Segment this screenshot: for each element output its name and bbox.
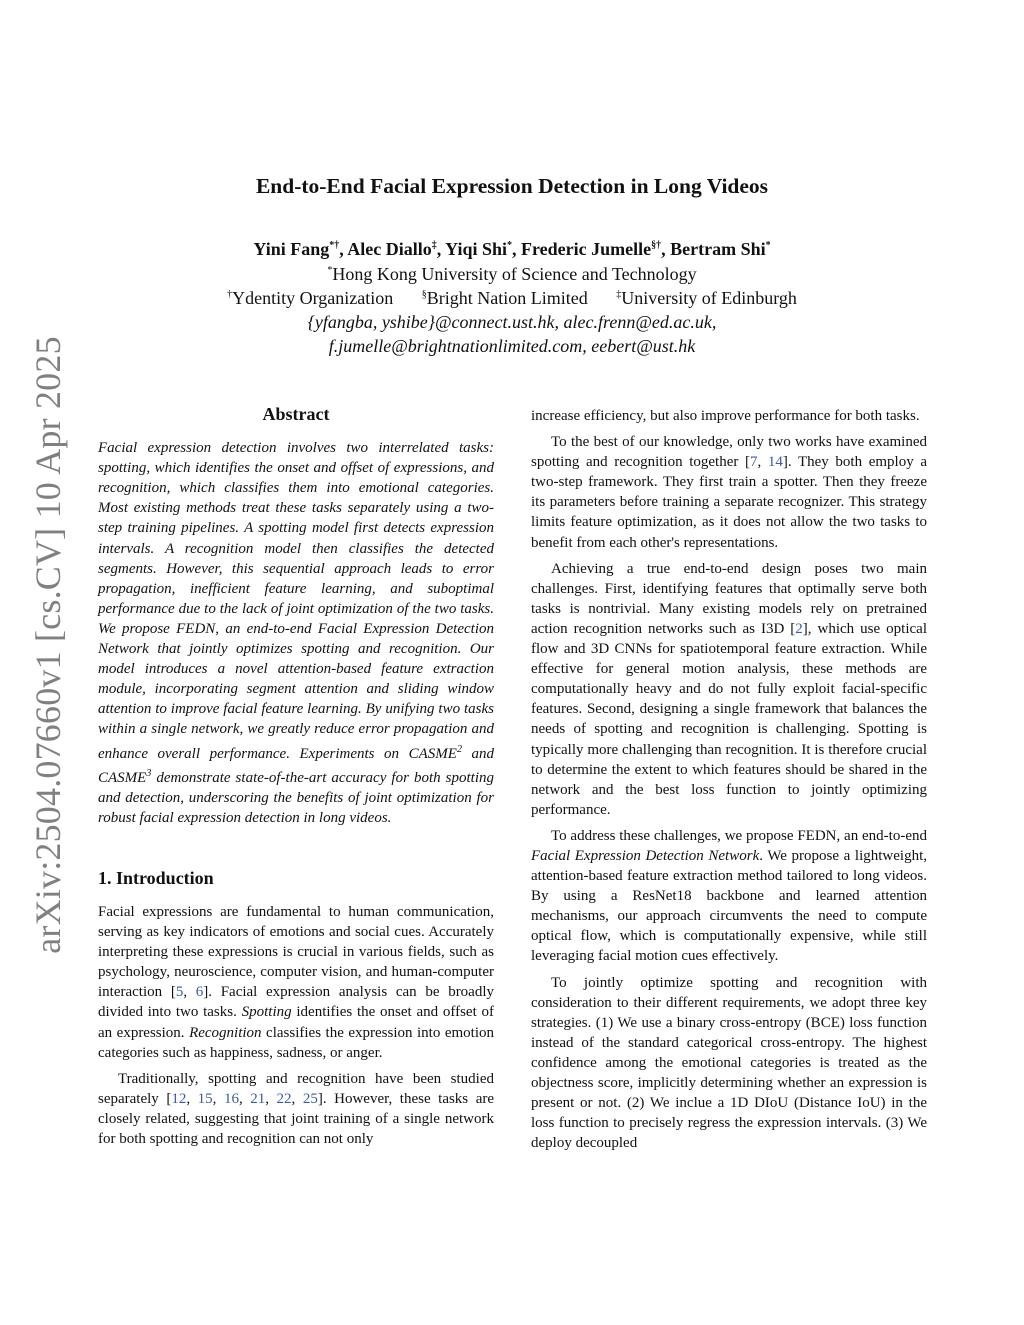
citation-link[interactable]: 15 (197, 1090, 213, 1107)
affiliation-bright: Bright Nation Limited (426, 288, 588, 308)
affiliation-mark: § (421, 289, 427, 300)
text-run: ], which use optical flow and 3D CNNs for spatiotemporal feature extraction. While effective for general motion analysis, these methods are computationally heavy and do not fully exploit facial-specific features. Second, designing a single framework that balances the needs of spotting and recognition is challenging. Spotting is typically more challenging than recognition. It is therefore crucial to determine the extent to which features should be shared in the network and the best loss function to jointly optimizing performance. (531, 620, 927, 818)
citation-link[interactable]: 6 (195, 984, 204, 1001)
email-line-2: f.jumelle@brightnationlimited.com, eebert@ust.hk (328, 336, 696, 356)
abstract-part: Facial expression detection involves two interrelated tasks: spotting, which identifies the onset and offset of expressions, and recognition, which classifies them into emotional categories. Most existing methods treat these tasks separately using a two-step training pipelines. A spotting model first detects expression intervals. A recognition model then classifies the detected segments. However, this sequential approach leads to error propagation, inefficient feature learning, and suboptimal performance due to the lack of joint optimization of the two tasks. We propose FEDN, an end-to-end Facial Expression Detection Network that jointly optimizes spotting and recognition. Our model introduces a novel attention-based feature extraction module, incorporating segment attention and sliding window attention to improve facial feature learning. By unifying two tasks within a single network, we greatly reduce error propagation and enhance overall performance. Experiments on CASME (98, 440, 494, 762)
left-column (98, 404, 494, 1155)
text-run: Traditionally, spotting and recognition have been studied separately [ (98, 1070, 494, 1107)
emphasis: Spotting (241, 1004, 292, 1021)
text-run: identifies the onset and offset of an expression. (98, 1004, 495, 1041)
citation-link[interactable]: 7 (749, 454, 758, 471)
body-paragraph (531, 559, 927, 820)
abstract-part: and CASME (98, 745, 494, 786)
text-run: Achieving a true end-to-end design poses two main challenges. First, identifying features that optimally serve both tasks is nontrivial. Many existing models rely on pretrained action recognition networks such as I3D [ (531, 560, 927, 637)
intro-paragraph (98, 902, 494, 1063)
author-name: Bertram Shi (670, 239, 766, 259)
author-mark: ‡ (431, 240, 437, 251)
text-run: ]. Facial expression analysis can be broadly divided into two tasks. (98, 984, 495, 1021)
affiliation-line-1 (0, 264, 1024, 285)
emphasis: Facial Expression Detection Network (531, 847, 760, 864)
author-mark: §† (651, 240, 662, 251)
citation-link[interactable]: 14 (767, 454, 783, 471)
author-name: Yiqi Shi (445, 239, 507, 259)
superscript: 2 (456, 743, 462, 755)
intro-paragraph: Traditionally, spotting and recognition have been studied separately [12, 15, 16, 21, 22, 25]. However, these tasks are closely related, suggesting that joint training of a single network for both spotting and recognition can not only (98, 1070, 495, 1147)
text-run: To address these challenges, we propose FEDN, an end-to-end (551, 827, 927, 844)
section-heading-introduction: 1. Introduction (98, 867, 214, 888)
affiliation-mark: ‡ (616, 289, 622, 300)
author-list: Yini Fang*†, Alec Diallo‡, Yiqi Shi*, Frederic Jumelle§†, Bertram Shi* (253, 239, 771, 259)
text-run: ]. They both employ a two-step framework. They first train a spotter. Then they freeze its parameters before training a separate recognizer. This strategy limits feature optimization, as it does not allow the two tasks to benefit from each other's representations. (531, 454, 928, 551)
citation-link[interactable]: 25 (302, 1090, 318, 1107)
citation-link[interactable]: 5 (175, 984, 184, 1001)
email-line-1: {yfangba, yshibe}@connect.ust.hk, alec.frenn@ed.ac.uk, (307, 312, 717, 332)
author-mark: *† (329, 240, 340, 251)
abstract-heading: Abstract (262, 404, 330, 424)
author-mark: * (506, 240, 512, 251)
affiliation-mark: * (327, 265, 333, 276)
right-column (531, 406, 927, 1159)
paper-title: End-to-End Facial Expression Detection in Long Videos (255, 174, 769, 198)
body-paragraph: To the best of our knowledge, only two works have examined spotting and recognition together [7, 14]. They both employ a two-step framework. They first train a spotter. Then they freeze its parameters before training a separate recognizer. This strategy limits feature optimization, as it does not allow the two tasks to benefit from each other's representations. (531, 434, 928, 551)
citation-link[interactable]: 22 (276, 1090, 292, 1107)
abstract-part: demonstrate state-of-the-art accuracy for both spotting and detection, underscoring the benefits of joint optimization for robust facial expression detection in long videos. (98, 769, 494, 826)
author-name: Frederic Jumelle (520, 239, 652, 259)
citation-link[interactable]: 16 (223, 1090, 239, 1107)
arxiv-id-text: arXiv:2504.07660v1 [cs.CV] 10 Apr 2025 (28, 336, 69, 954)
text-run: , (183, 984, 196, 1001)
text-run: classifies the expression into emotion categories such as happiness, sadness, or anger. (98, 1024, 494, 1061)
affiliation-hkust: Hong Kong University of Science and Technology (332, 264, 697, 284)
body-paragraph (531, 826, 927, 967)
affiliation-line-2 (0, 288, 1024, 309)
arxiv-identifier (16, 336, 80, 954)
abstract-text (98, 438, 494, 828)
superscript: 3 (146, 767, 152, 779)
body-paragraph: To jointly optimize spotting and recognition with consideration to their different requirements, we adopt three key strategies. (1) We use a binary cross-entropy (BCE) loss function instead of the standard categorical cross-entropy. The highest confidence among the emotional categories is treated as the objectness score, implicitly determining whether an expression is present or not. (2) We inclue a 1D DIoU (Distance IoU) in the loss function to precisely regress the expression intervals. (3) We deploy decoupled (531, 974, 927, 1152)
emphasis: Recognition (189, 1024, 262, 1041)
citation-link[interactable]: 21 (250, 1090, 266, 1107)
author-name: Alec Diallo (347, 239, 432, 259)
author-mark: * (765, 240, 771, 251)
text-run: Facial expressions are fundamental to human communication, serving as key indicators of emotions and social cues. Accurately interpreting these expressions is crucial in various fields, such as psychology, neuroscience, computer vision, and human-computer interaction [ (98, 903, 494, 1001)
author-name: Yini Fang (253, 239, 330, 259)
text-run: . We propose a lightweight, attention-based feature extraction method tailored to long videos. By using a ResNet18 backbone and learned attention mechanisms, our approach circumvents the need to compute optical flow, which is computationally expensive, while still leveraging facial motion cues effectively. (531, 847, 927, 965)
affiliation-mark: † (227, 289, 233, 300)
affiliation-ydentity: Ydentity Organization (232, 288, 394, 308)
text-run: To the best of our knowledge, only two works have examined spotting and recognition together [ (531, 434, 927, 471)
body-paragraph: increase efficiency, but also improve performance for both tasks. (531, 408, 920, 424)
citation-link[interactable]: 12 (171, 1090, 187, 1107)
text-run: ]. However, these tasks are closely related, suggesting that joint training of a single network for both spotting and recognition can not only (98, 1090, 495, 1147)
affiliation-edinburgh: University of Edinburgh (621, 288, 797, 308)
citation-link[interactable]: 2 (795, 620, 803, 637)
